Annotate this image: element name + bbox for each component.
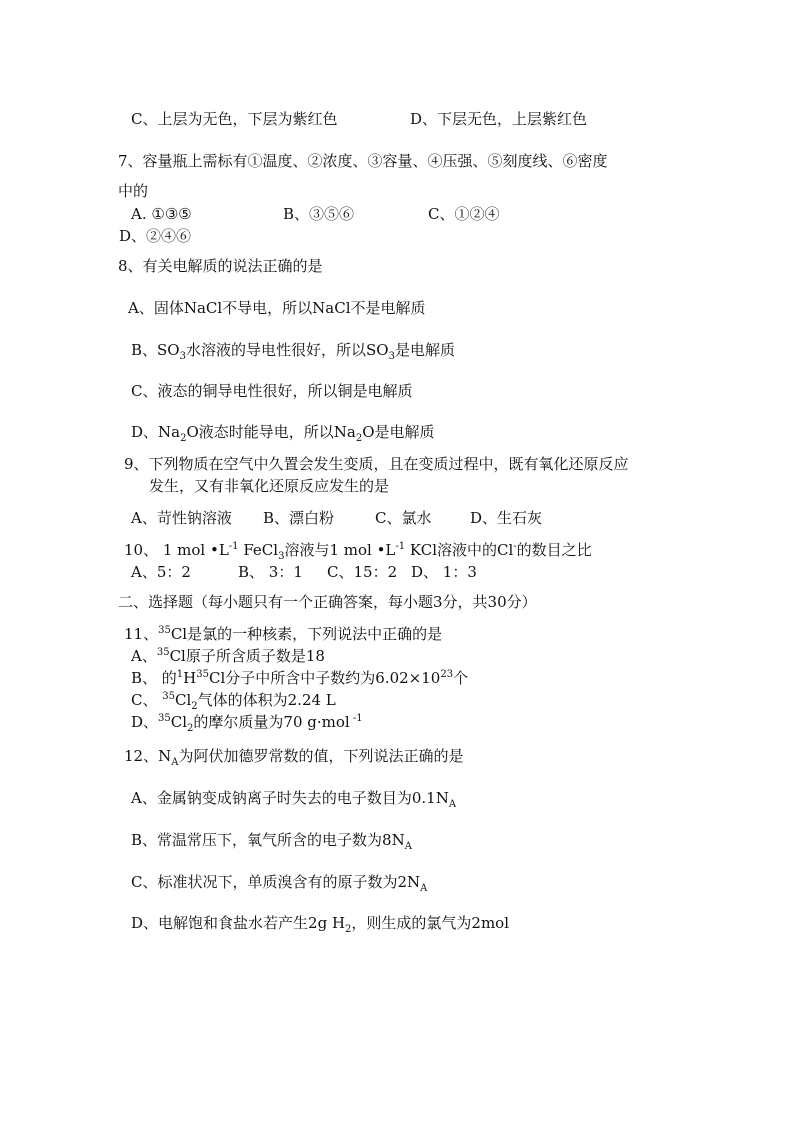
q10-stem-sup1: -1 xyxy=(228,541,239,552)
q8-option-d-text2: O液态时能导电，所以Na xyxy=(186,423,356,441)
q9-option-d: D、生石灰 xyxy=(470,509,543,527)
q7-option-d: D、②④⑥ xyxy=(119,227,192,245)
q8-option-b-text3: 是电解质 xyxy=(394,341,455,359)
q11-stem-number: 11、 xyxy=(124,625,159,643)
q12-stem xyxy=(124,746,463,766)
q12-option-d-sub: 2 xyxy=(345,924,352,935)
q8-option-d-text3: O是电解质 xyxy=(362,423,435,441)
q8-option-b-text1: B、SO xyxy=(131,341,180,359)
q11-option-c-sub: 2 xyxy=(191,701,198,712)
q11-option-d-cl: Cl xyxy=(170,713,188,731)
q8-stem: 8、有关电解质的说法正确的是 xyxy=(118,257,323,275)
q10-stem-sub1: 3 xyxy=(278,551,285,562)
q10-stem-text2: FeCl xyxy=(238,541,279,559)
q11-option-d-sup2: -1 xyxy=(349,713,363,724)
q12-option-d xyxy=(131,913,509,933)
q12-stem-sub: A xyxy=(171,757,179,768)
q10-stem-sup3: - xyxy=(513,541,517,552)
q12-option-b-sub: A xyxy=(404,841,412,852)
q11-option-d-sub: 2 xyxy=(187,723,194,734)
q10-stem-sup2: -1 xyxy=(395,541,406,552)
q8-option-d-text1: D、Na xyxy=(131,423,181,441)
q11-option-c-sup: 35 xyxy=(162,691,175,702)
q11-stem-text: Cl是氯的一种核素，下列说法中正确的是 xyxy=(170,625,443,643)
q12-option-c xyxy=(131,872,427,892)
q12-stem-text1: 12、N xyxy=(124,747,172,765)
q8-option-c: C、液态的铜导电性很好，所以铜是电解质 xyxy=(131,382,413,400)
q12-option-a-text: A、金属钠变成钠离子时失去的电子数目为0.1N xyxy=(131,789,449,807)
q11-option-d-label: D、 xyxy=(131,713,159,731)
q6-option-c: C、上层为无色，下层为紫红色 xyxy=(131,110,338,128)
q11-stem xyxy=(124,624,442,644)
q11-option-a-text: Cl原子所含质子数是18 xyxy=(169,647,325,665)
q8-option-b xyxy=(131,340,455,360)
q7-option-c: C、①②④ xyxy=(428,205,500,223)
q11-option-b-text2: 个 xyxy=(453,669,469,687)
q10-option-b: B、 3：1 xyxy=(238,563,303,581)
q8-option-b-text2: 水溶液的导电性很好，所以SO xyxy=(185,341,389,359)
q10-option-a: A、5：2 xyxy=(131,563,191,581)
q12-option-a xyxy=(131,788,456,808)
q12-option-c-text: C、标准状况下，单质溴含有的原子数为2N xyxy=(131,873,421,891)
q12-option-b xyxy=(131,830,412,850)
q11-option-b-h: H xyxy=(183,669,197,687)
q11-option-b-sup1: 1 xyxy=(176,669,184,680)
q9-option-c: C、氯水 xyxy=(375,509,432,527)
q8-option-a: A、固体NaCl不导电，所以NaCl不是电解质 xyxy=(128,299,426,317)
section2-title: 二、选择题（每小题只有一个正确答案，每小题3分，共30分） xyxy=(118,593,537,611)
q10-stem-text4: KCl溶液中的Cl xyxy=(405,541,514,559)
q11-option-b-text: Cl分子中所含中子数约为6.02×10 xyxy=(209,669,441,687)
q11-option-d-sup: 35 xyxy=(158,713,171,724)
q11-option-a-label: A、 xyxy=(131,647,157,665)
q7-option-a: A. ①③⑤ xyxy=(131,205,192,223)
q11-option-a xyxy=(131,646,325,666)
q11-option-c xyxy=(131,690,336,710)
q11-option-b xyxy=(131,668,468,688)
q8-option-d-sub2: 2 xyxy=(355,433,363,444)
q9-option-b: B、漂白粉 xyxy=(263,509,335,527)
q12-stem-text2: 为阿伏加德罗常数的值，下列说法正确的是 xyxy=(178,747,464,765)
q11-option-d-text: 的摩尔质量为70 g·mol xyxy=(193,713,350,731)
q11-option-a-sup: 35 xyxy=(156,647,170,658)
q10-option-c: C、15：2 xyxy=(327,563,398,581)
q11-option-c-label: C、 xyxy=(131,691,163,709)
q7-option-b: B、③⑤⑥ xyxy=(283,205,355,223)
q12-option-d-text2: ，则生成的氯气为2mol xyxy=(351,914,510,932)
q6-option-d: D、下层无色，上层紫红色 xyxy=(410,110,588,128)
q9-stem-line1: 9、下列物质在空气中久置会发生变质，且在变质过程中，既有氧化还原反应 xyxy=(124,455,629,473)
q12-option-d-text1: D、电解饱和食盐水若产生2g H xyxy=(131,914,346,932)
q10-stem-text5: 的数目之比 xyxy=(516,541,592,559)
q8-option-d-sub1: 2 xyxy=(180,433,187,444)
q11-option-b-sup3: 23 xyxy=(440,669,454,680)
q10-stem-text3: 溶液与1 mol •L xyxy=(284,541,396,559)
q9-stem-line2: 发生，又有非氧化还原反应发生的是 xyxy=(149,477,390,495)
q10-option-d: D、 1：3 xyxy=(411,563,477,581)
q12-option-a-sub: A xyxy=(448,799,457,810)
q11-stem-sup: 35 xyxy=(158,625,171,636)
q8-option-d xyxy=(131,422,435,442)
q11-option-b-label: B、 的 xyxy=(131,669,177,687)
q10-stem xyxy=(124,540,592,560)
q12-option-c-sub: A xyxy=(420,883,428,894)
q9-option-a: A、苛性钠溶液 xyxy=(131,509,232,527)
q7-stem-line2: 中的 xyxy=(118,182,149,200)
q11-option-d xyxy=(131,712,363,732)
q8-option-b-sub2: 3 xyxy=(388,351,395,362)
q11-option-b-sup2: 35 xyxy=(196,669,209,680)
q12-option-b-text: B、常温常压下，氧气所含的电子数为8N xyxy=(131,831,405,849)
q8-option-b-sub1: 3 xyxy=(179,351,186,362)
q11-option-c-text: 气体的体积为2.24 L xyxy=(197,691,336,709)
q11-option-c-cl: Cl xyxy=(174,691,192,709)
q7-stem-line1: 7、容量瓶上需标有①温度、②浓度、③容量、④压强、⑤刻度线、⑥密度 xyxy=(118,152,608,170)
q10-stem-text1: 10、 1 mol •L xyxy=(124,541,229,559)
